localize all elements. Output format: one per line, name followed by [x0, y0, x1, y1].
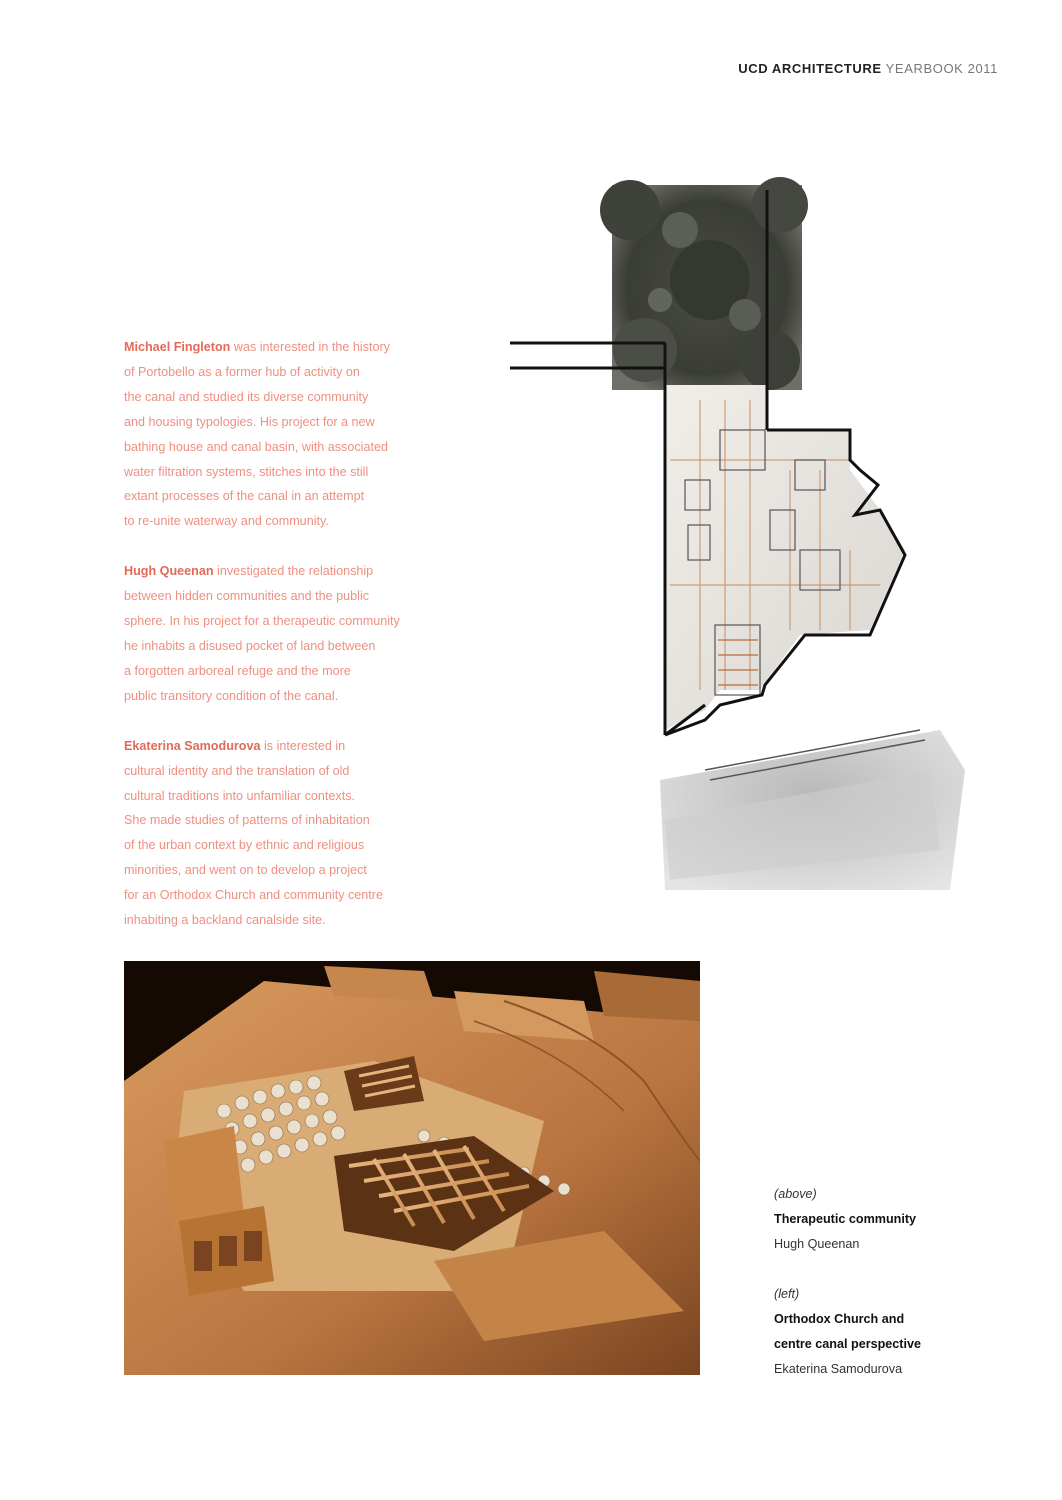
caption-left-title-line1: Orthodox Church and: [774, 1312, 905, 1326]
text-line: investigated the relationship: [213, 564, 374, 579]
student-name: Hugh Queenan: [124, 564, 214, 579]
text-line: cultural traditions into unfamiliar contexts.: [124, 788, 355, 803]
text-line: he inhabits a disused pocket of land between: [124, 638, 376, 653]
caption-left-label: (left): [774, 1287, 800, 1301]
header-yearbook: YEARBOOK 2011: [885, 61, 998, 76]
caption-left-title-line2: centre canal perspective: [774, 1337, 922, 1351]
caption-spacer: [774, 1257, 1014, 1282]
canal-water: [660, 730, 965, 890]
text-line: was interested in the history: [230, 340, 390, 354]
text-line: the canal and studied its diverse community: [124, 389, 369, 404]
student-name: Michael Fingleton: [124, 340, 231, 354]
text-line: cultural identity and the translation of old: [124, 763, 350, 778]
text-line: public transitory condition of the canal.: [124, 688, 339, 703]
text-line: for an Orthodox Church and community centre: [124, 888, 383, 903]
header-publication: UCD ARCHITECTURE: [738, 61, 882, 76]
text-line: water filtration systems, stitches into the still: [124, 464, 369, 479]
text-line: inhabiting a backland canalside site.: [124, 913, 326, 928]
paragraph-queenan: [124, 559, 444, 708]
text-line: of Portobello as a former hub of activity on: [124, 364, 360, 379]
text-line: minorities, and went on to develop a project: [124, 863, 367, 878]
text-line: between hidden communities and the public: [124, 589, 370, 604]
text-line: and housing typologies. His project for a new: [124, 414, 375, 429]
paragraph-samodurova: [124, 734, 444, 933]
caption-above-title: Therapeutic community: [774, 1212, 917, 1226]
text-line: is interested in: [260, 738, 346, 753]
text-line: of the urban context by ethnic and religious: [124, 838, 365, 853]
page-header: [738, 61, 998, 76]
model-photo: [124, 961, 700, 1375]
caption-left-author: Ekaterina Samodurova: [774, 1362, 903, 1376]
student-name: Ekaterina Samodurova: [124, 738, 261, 753]
text-line: bathing house and canal basin, with associated: [124, 439, 388, 454]
text-line: sphere. In his project for a therapeutic community: [124, 614, 400, 629]
caption-above-label: (above): [774, 1187, 817, 1201]
text-line: She made studies of patterns of inhabitation: [124, 813, 370, 828]
captions: [774, 1182, 1014, 1382]
body-text: [124, 335, 444, 958]
paragraph-fingleton: [124, 335, 444, 534]
plan-drawing: [500, 130, 980, 930]
text-line: extant processes of the canal in an attempt: [124, 489, 365, 504]
text-line: a forgotten arboreal refuge and the more: [124, 663, 351, 678]
text-line: to re-unite waterway and community.: [124, 514, 329, 529]
tree-canopy: [600, 177, 808, 390]
building-floor: [665, 385, 905, 730]
caption-above-author: Hugh Queenan: [774, 1237, 860, 1251]
